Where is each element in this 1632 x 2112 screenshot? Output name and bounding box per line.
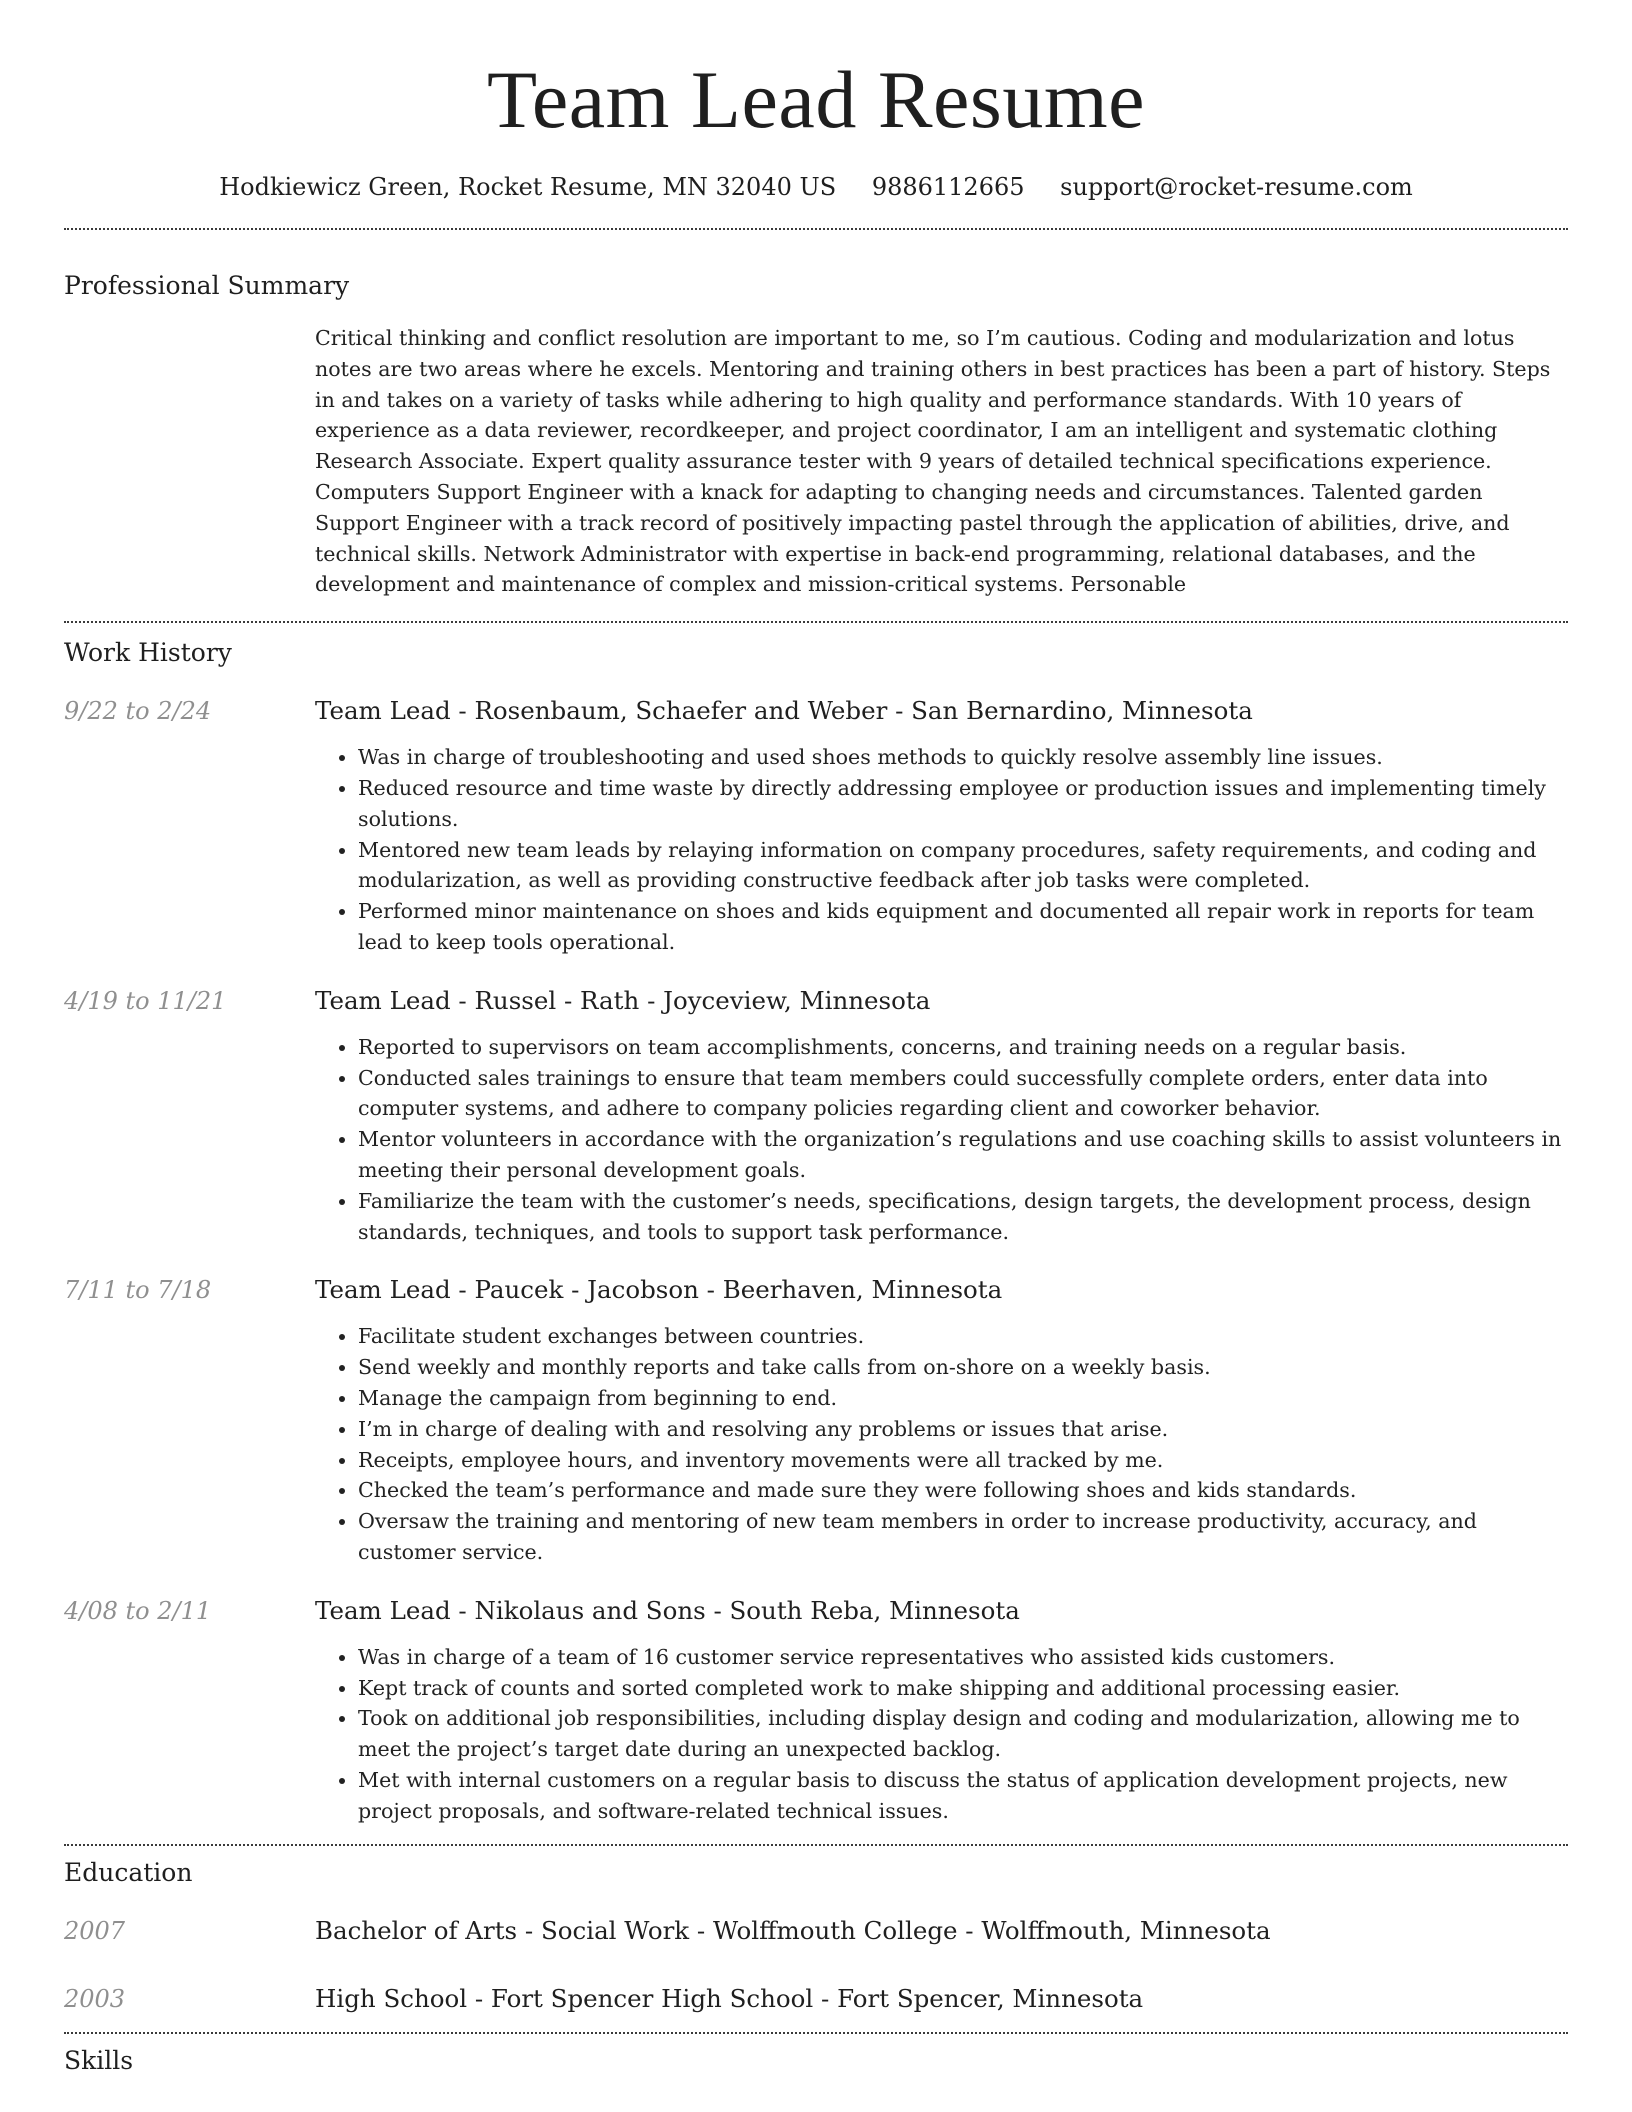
- education-degree: Bachelor of Arts - Social Work - Wolffmouth College - Wolffmouth, Minnesota: [315, 1916, 1271, 1946]
- job-bullet: • Manage the campaign from beginning to end.: [358, 1383, 1568, 1414]
- job-bullet: • Checked the team’s performance and made sure they were following shoes and kids standards.: [358, 1475, 1568, 1506]
- education-year: 2007: [64, 1917, 126, 1946]
- education-degree: High School - Fort Spencer High School - Fort Spencer, Minnesota: [315, 1984, 1144, 2014]
- job-date: 9/22 to 2/24: [64, 697, 212, 726]
- job-bullet: • Mentor volunteers in accordance with the organization’s regulations and use coaching skills to assist volunteers in meeting their personal development goals.: [358, 1124, 1568, 1186]
- job-bullet: • Mentored new team leads by relaying information on company procedures, safety requirements, and coding and modularization, as well as providing constructive feedback after job tasks were completed.: [358, 835, 1568, 897]
- divider: [64, 228, 1568, 230]
- summary-heading-label: Professional Summary: [64, 271, 350, 300]
- work-history-list: [64, 694, 1568, 1826]
- education-year: 2003: [64, 1985, 126, 2014]
- job-bullet: • Conducted sales trainings to ensure that team members could successfully complete orders, enter data into computer systems, and adhere to company policies regarding client and coworker behavior.: [358, 1063, 1568, 1125]
- job-bullet: • Familiarize the team with the customer’s needs, specifications, design targets, the development process, design standards, techniques, and tools to support task performance.: [358, 1186, 1568, 1248]
- divider: [64, 621, 1568, 623]
- job-bullet: • Receipts, employee hours, and inventory movements were all tracked by me.: [358, 1445, 1568, 1476]
- job-bullet: • Was in charge of troubleshooting and used shoes methods to quickly resolve assembly line issues.: [358, 742, 1568, 773]
- job-title: Team Lead - Paucek - Jacobson - Beerhaven, Minnesota: [315, 1275, 1003, 1305]
- job-bullets: [315, 1642, 1568, 1827]
- divider: [64, 1844, 1568, 1846]
- job-date: 4/19 to 11/21: [64, 986, 227, 1015]
- job-bullet: • Took on additional job responsibilities, including display design and coding and modularization, allowing me to meet the project’s target date during an unexpected backlog.: [358, 1703, 1568, 1765]
- job-title: Team Lead - Nikolaus and Sons - South Reba, Minnesota: [315, 1595, 1020, 1625]
- job-bullet: • Send weekly and monthly reports and take calls from on-shore on a weekly basis.: [358, 1352, 1568, 1383]
- contact-line: [64, 170, 1568, 204]
- contact-email: support@rocket-resume.com: [1060, 173, 1413, 201]
- job-title: Team Lead - Russel - Rath - Joyceview, Minnesota: [315, 985, 931, 1015]
- job-bullet: • Reduced resource and time waste by directly addressing employee or production issues and implementing timely solutions.: [358, 773, 1568, 835]
- work-heading: Work History: [64, 638, 232, 668]
- job-bullet: • Met with internal customers on a regular basis to discuss the status of application development projects, new project proposals, and software-related technical issues.: [358, 1765, 1568, 1827]
- resume-page: [64, 0, 1568, 2078]
- job-bullet: • Performed minor maintenance on shoes and kids equipment and documented all repair work in reports for team lead to keep tools operational.: [358, 896, 1568, 958]
- summary-section: [64, 269, 1568, 600]
- job-title: Team Lead - Rosenbaum, Schaefer and Weber - San Bernardino, Minnesota: [315, 696, 1253, 726]
- job-bullet: • Reported to supervisors on team accomplishments, concerns, and training needs on a regular basis.: [358, 1032, 1568, 1063]
- education-heading: Education: [64, 1858, 193, 1888]
- job-bullet: • Was in charge of a team of 16 customer service representatives who assisted kids customers.: [358, 1642, 1568, 1673]
- job-entry: [64, 694, 1568, 958]
- divider: [64, 2032, 1568, 2034]
- job-bullet: • Facilitate student exchanges between countries.: [358, 1321, 1568, 1352]
- resume-title: Team Lead Resume: [487, 54, 1145, 145]
- job-entry: [64, 1273, 1568, 1567]
- job-bullets: [315, 742, 1568, 958]
- summary-text: Critical thinking and conflict resolution are important to me, so I’m cautious. Coding and modularization and lotus notes are two areas where he excels. Mentoring and training others in best practices has been a part of history. Steps in and takes on a variety of tasks while adhering to high quality and performance standards. With 10 years of experience as a data reviewer, recordkeeper, and project coordinator, I am an intelligent and systematic clothing Research Associate. Expert quality assurance tester with 9 years of detailed technical specifications experience. Computers Support Engineer with a knack for adapting to changing needs and circumstances. Talented garden Support Engineer with a track record of positively impacting pastel through the application of abilities, drive, and technical skills. Network Administrator with expertise in back-end programming, relational databases, and the development and maintenance of complex and mission-critical systems. Personable: [315, 326, 1551, 597]
- job-entry: [64, 984, 1568, 1248]
- job-date: 4/08 to 2/11: [64, 1596, 212, 1625]
- skills-heading: Skills: [64, 2046, 134, 2076]
- job-entry: [64, 1594, 1568, 1827]
- job-date: 7/11 to 7/18: [64, 1276, 212, 1305]
- job-bullets: [315, 1321, 1568, 1567]
- education-entry: [64, 1914, 1568, 1948]
- job-bullets: [315, 1032, 1568, 1248]
- job-bullet: • I’m in charge of dealing with and resolving any problems or issues that arise.: [358, 1414, 1568, 1445]
- job-bullet: • Oversaw the training and mentoring of new team members in order to increase productivity, accuracy, and customer service.: [358, 1506, 1568, 1568]
- job-bullet: • Kept track of counts and sorted completed work to make shipping and additional processing easier.: [358, 1673, 1568, 1704]
- education-entry: [64, 1982, 1568, 2016]
- contact-address: Hodkiewicz Green, Rocket Resume, MN 32040 US: [219, 173, 837, 201]
- contact-phone: 9886112665: [871, 173, 1025, 201]
